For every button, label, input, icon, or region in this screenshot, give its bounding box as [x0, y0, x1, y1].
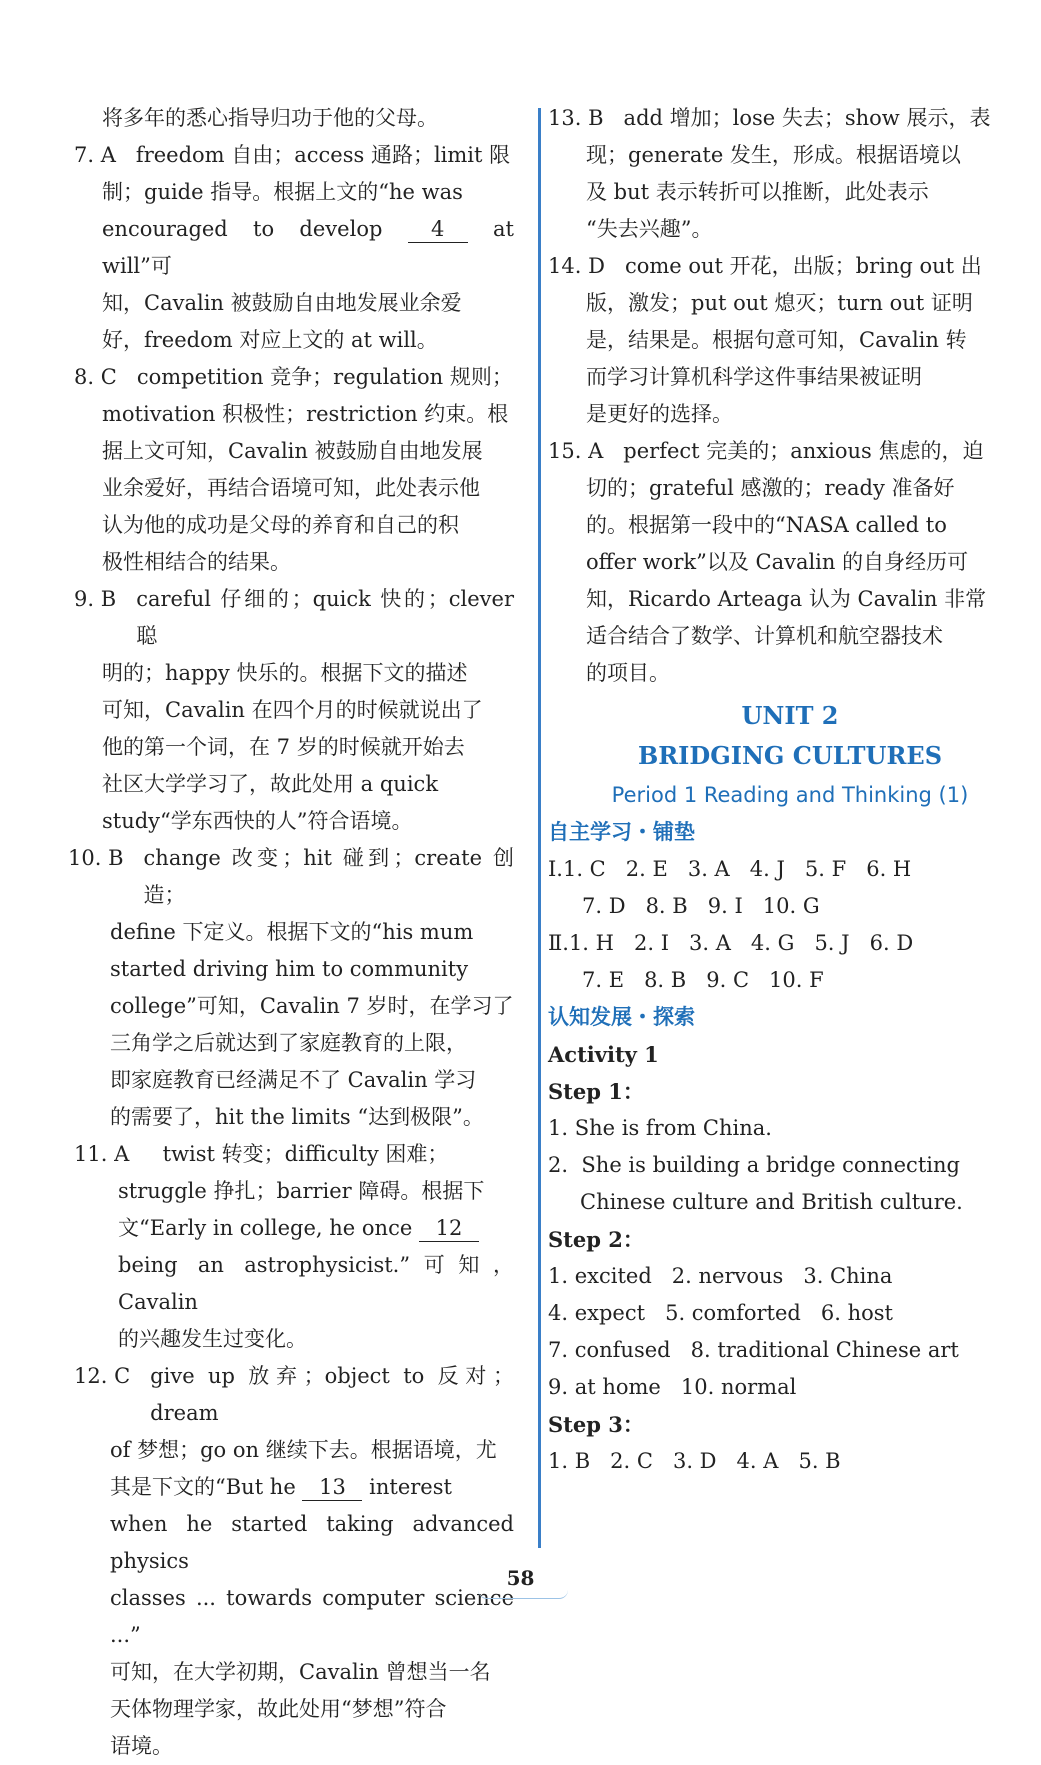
item-number: 13. B	[548, 106, 604, 130]
answer-row: Ⅰ.1. C 2. E 3. A 4. J 5. F 6. H	[548, 857, 912, 881]
item-line: 切的；grateful 感激的；ready 准备好	[586, 476, 955, 500]
step1-heading: Step 1：	[548, 1079, 644, 1104]
answer-item-12: 12. C give up 放弃；object to 反对；dream	[74, 1358, 514, 1432]
item-line: when he started taking advanced physics	[110, 1512, 514, 1573]
unit-title: UNIT 2	[741, 701, 839, 730]
step1-answer-1: 1. She is from China.	[548, 1116, 772, 1140]
answer-item-13: 13. B add 增加；lose 失去；show 展示，表	[548, 100, 1010, 137]
step1-answer-2: 2. She is building a bridge connecting	[548, 1153, 960, 1177]
item-line: 制；guide 指导。根据上文的“he was	[102, 180, 463, 204]
item-line: 适合结合了数学、计算机和航空器技术	[586, 624, 943, 648]
answer-row: 1. B 2. C 3. D 4. A 5. B	[548, 1449, 841, 1473]
answer-row: 7. E 8. B 9. C 10. F	[582, 968, 824, 992]
answer-row: 7. D 8. B 9. I 10. G	[582, 894, 820, 918]
item-number: 11. A	[74, 1142, 130, 1166]
item-line: classes ... towards computer science ...”	[110, 1586, 514, 1647]
item-line: being an astrophysicist.”可知，Cavalin	[118, 1253, 514, 1314]
answer-blank: 12	[419, 1215, 479, 1242]
answer-item-7	[74, 137, 514, 174]
section-heading-self-study: 自主学习・铺垫	[548, 820, 695, 844]
item-line: 极性相结合的结果。	[102, 550, 291, 574]
item-number: 14. D	[548, 254, 605, 278]
item-line: define 下定义。根据下文的“his mum	[110, 920, 474, 944]
item-line: 业余爱好，再结合语境可知，此处表示他	[102, 476, 480, 500]
item-line: freedom 自由；access 通路；limit 限	[135, 143, 511, 167]
item-line: motivation 积极性；restriction 约束。根	[102, 402, 509, 426]
item-line: 认为他的成功是父母的养育和自己的积	[102, 513, 459, 537]
item-line: Chinese culture and British culture.	[580, 1190, 963, 1214]
item-line: 版，激发；put out 熄灭；turn out 证明	[586, 291, 973, 315]
item-line-with-blank: 文“Early in college, he once 12	[74, 1210, 514, 1247]
item-line: 是更好的选择。	[586, 402, 733, 426]
item-line: 的项目。	[586, 661, 670, 685]
continued-line: 将多年的悉心指导归功于他的父母。	[102, 106, 438, 130]
item-line: 据上文可知，Cavalin 被鼓励自由地发展	[102, 439, 483, 463]
item-number: 10. B	[68, 846, 124, 870]
item-line: 而学习计算机科学这件事结果被证明	[586, 365, 922, 389]
item-line: offer work”以及 Cavalin 的自身经历可	[586, 550, 969, 574]
item-line: college”可知，Cavalin 7 岁时，在学习了	[110, 994, 514, 1018]
right-column	[548, 100, 1010, 1480]
answer-row: 1. excited 2. nervous 3. China	[548, 1264, 893, 1288]
item-line: 知，Cavalin 被鼓励自由地发展业余爱	[102, 291, 462, 315]
answer-item-14: 14. D come out 开花，出版；bring out 出	[548, 248, 1010, 285]
item-line: 三角学之后就达到了家庭教育的上限，	[110, 1031, 467, 1055]
column-divider	[538, 108, 541, 1548]
item-line: 现；generate 发生，形成。根据语境以	[586, 143, 961, 167]
item-line: 可知，在大学初期，Cavalin 曾想当一名	[110, 1660, 491, 1684]
item-line: 的需要了，hit the limits “达到极限”。	[110, 1105, 484, 1129]
item-line: 知，Ricardo Arteaga 认为 Cavalin 非常	[586, 587, 987, 611]
item-number: 12. C	[74, 1364, 131, 1388]
item-number: 9. B	[74, 587, 117, 611]
answer-row: 7. confused 8. traditional Chinese art	[548, 1338, 959, 1362]
page-number: 58	[506, 1566, 535, 1590]
left-column	[68, 100, 514, 1765]
answer-item-8: 8. C competition 竞争；regulation 规则；	[74, 359, 514, 396]
item-line: 明的；happy 快乐的。根据下文的描述	[102, 661, 468, 685]
step3-heading: Step 3：	[548, 1412, 644, 1437]
item-line: “失去兴趣”。	[586, 217, 713, 241]
item-line: 的。根据第一段中的“NASA called to	[586, 513, 947, 537]
unit-subtitle: BRIDGING CULTURES	[637, 741, 943, 770]
item-line: 好，freedom 对应上文的 at will。	[102, 328, 438, 352]
item-line: 是，结果是。根据句意可知，Cavalin 转	[586, 328, 967, 352]
activity-heading: Activity 1	[548, 1042, 659, 1067]
item-line: struggle 挣扎；barrier 障碍。根据下	[118, 1179, 485, 1203]
item-line: study“学东西快的人”符合语境。	[102, 809, 413, 833]
item-line: started driving him to community	[110, 957, 469, 981]
answer-row: 4. expect 5. comforted 6. host	[548, 1301, 893, 1325]
item-line: 他的第一个词，在 7 岁的时候就开始去	[102, 735, 465, 759]
item-number: 8. C	[74, 365, 117, 389]
item-number: 7. A	[74, 143, 116, 167]
item-line: 可知，Cavalin 在四个月的时候就说出了	[102, 698, 483, 722]
item-line: 语境。	[110, 1734, 173, 1758]
answer-blank: 13	[302, 1474, 362, 1501]
item-line-with-blank: 其是下文的“But he 13 interest	[110, 1475, 452, 1499]
answer-blank: 4	[408, 216, 468, 243]
item-line: 社区大学学习了，故此处用 a quick	[102, 772, 439, 796]
section-heading-cognitive: 认知发展・探索	[548, 1005, 695, 1029]
answer-item-15: 15. A perfect 完美的；anxious 焦虑的，迫	[548, 433, 1010, 470]
item-line: of 梦想；go on 继续下去。根据语境，尤	[110, 1438, 497, 1462]
item-line: 即家庭教育已经满足不了 Cavalin 学习	[110, 1068, 477, 1092]
item-line: 及 but 表示转折可以推断，此处表示	[586, 180, 929, 204]
answer-item-11: 11. A twist 转变；difficulty 困难；	[74, 1136, 514, 1173]
page-ornament	[478, 1590, 568, 1599]
answer-item-9: 9. B careful 仔细的；quick 快的；clever 聪	[74, 581, 514, 655]
item-line-with-blank: encouraged to develop 4 at will”可	[102, 217, 514, 278]
period-heading: Period 1 Reading and Thinking (1)	[611, 783, 969, 807]
item-number: 15. A	[548, 439, 604, 463]
item-line: 天体物理学家，故此处用“梦想”符合	[110, 1697, 447, 1721]
step2-heading: Step 2：	[548, 1227, 644, 1252]
item-line: 的兴趣发生过变化。	[118, 1327, 307, 1351]
answer-item-10: 10. B change 改变；hit 碰到；create 创造；	[68, 840, 514, 914]
answer-row: 9. at home 10. normal	[548, 1375, 797, 1399]
answer-row: Ⅱ.1. H 2. I 3. A 4. G 5. J 6. D	[548, 931, 914, 955]
